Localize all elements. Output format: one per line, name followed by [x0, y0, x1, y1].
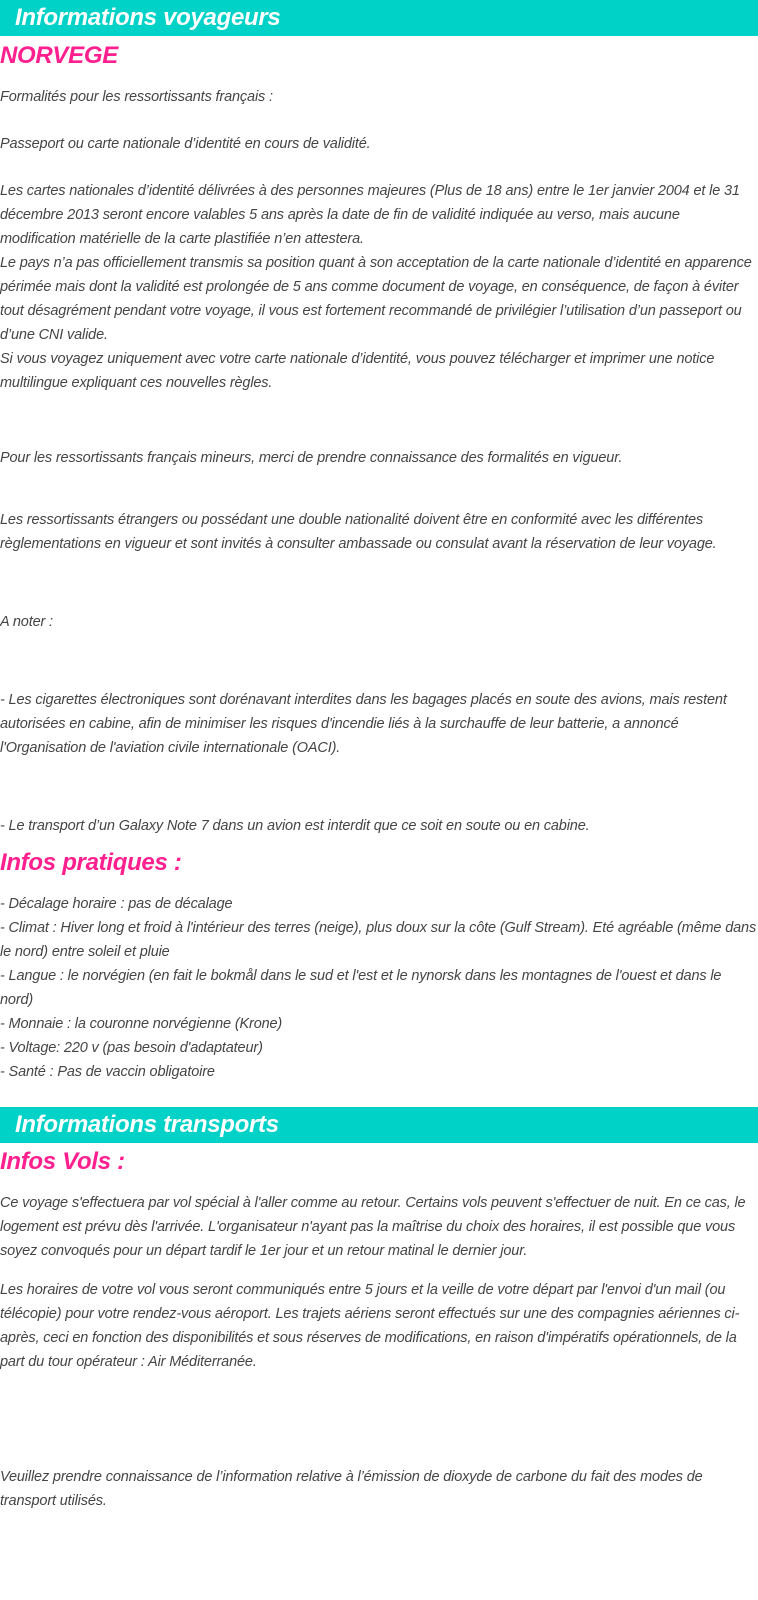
cni-validity-text: Les cartes nationales d’identité délivrées à des personnes majeures (Plus de 18 ans) entre le 1er janvier 2004 et le 31 décembre 2013 seront encore valables 5 ans après la date de fin de validité indiquée au verso, mais aucune modification matérielle de la carte plastifiée n’en attestera.: [0, 183, 740, 247]
infos-vols-title: Infos Vols :: [0, 1148, 125, 1175]
section-banner-voyageurs: Informations voyageurs: [0, 0, 758, 36]
list-item-climat: - Climat : Hiver long et froid à l'intérieur des terres (neige), plus doux sur la côte (Gulf Stream). Eté agréable (même dans le nord) entre soleil et pluie: [0, 920, 757, 960]
section-banner-transports: Informations transports: [0, 1107, 758, 1143]
formalites-intro: Formalités pour les ressortissants français :: [0, 89, 273, 105]
a-noter-label: A noter :: [0, 614, 53, 630]
co2-paragraph: Veuillez prendre connaissance de l’information relative à l’émission de dioxyde de carbone du fait des modes de transport utilisés.: [0, 1469, 703, 1509]
cni-notice-text: Si vous voyagez uniquement avec votre carte nationale d’identité, vous pouvez télécharger et imprimer une notice multilingue expliquant ces nouvelles règles.: [0, 351, 715, 391]
cigarettes-paragraph: - Les cigarettes électroniques sont dorénavant interdites dans les bagages placés en soute des avions, mais restent autorisées en cabine, afin de minimiser les risques d'incendie liés à la surchauffe de leur batterie, a annoncé l'Organisation de l'aviation civile internationale (OACI).: [0, 692, 727, 756]
country-title: NORVEGE: [0, 42, 118, 69]
list-item-decalage: - Décalage horaire : pas de décalage: [0, 896, 233, 912]
cni-acceptance-text: Le pays n’a pas officiellement transmis sa position quant à son acceptation de la carte nationale d’identité en apparence périmée mais dont la validité est prolongée de 5 ans comme document de voyage, en conséquence, de façon à éviter tout désagrément pendant votre voyage, il vous est fortement recommandé de privilégier l’utilisation d’un passeport ou d’une CNI valide.: [0, 255, 752, 343]
list-item-monnaie: - Monnaie : la couronne norvégienne (Krone): [0, 1016, 283, 1032]
etrangers-paragraph: Les ressortissants étrangers ou possédant une double nationalité doivent être en conformité avec les différentes règlementations en vigueur et sont invités à consulter ambassade ou consulat avant la réservation de leur voyage.: [0, 512, 717, 552]
infos-pratiques-list: [0, 892, 758, 1084]
cni-paragraph: [0, 179, 758, 395]
galaxy-paragraph: - Le transport d’un Galaxy Note 7 dans un avion est interdit que ce soit en soute ou en cabine.: [0, 818, 590, 834]
mineurs-paragraph: Pour les ressortissants français mineurs, merci de prendre connaissance des formalités en vigueur.: [0, 450, 623, 466]
list-item-langue: - Langue : le norvégien (en fait le bokmål dans le sud et l'est et le nynorsk dans les montagnes de l'ouest et dans le nord): [0, 968, 722, 1008]
list-item-voltage: - Voltage: 220 v (pas besoin d'adaptateur): [0, 1040, 263, 1056]
horaires-paragraph: Les horaires de votre vol vous seront communiqués entre 5 jours et la veille de votre départ par l'envoi d'un mail (ou télécopie) pour votre rendez-vous aéroport. Les trajets aériens seront effectués sur une des compagnies aériennes ci-après, ceci en fonction des disponibilités et sous réserves de modifications, en raison d'impératifs opérationnels, de la part du tour opérateur : Air Méditerranée.: [0, 1282, 740, 1370]
infos-pratiques-title: Infos pratiques :: [0, 849, 182, 876]
passeport-paragraph: Passeport ou carte nationale d’identité en cours de validité.: [0, 136, 371, 152]
vol-special-paragraph: Ce voyage s'effectuera par vol spécial à l'aller comme au retour. Certains vols peuvent s'effectuer de nuit. En ce cas, le logement est prévu dès l'arrivée. L'organisateur n'ayant pas la maîtrise du choix des horaires, il est possible que vous soyez convoqués pour un départ tardif le 1er jour et un retour matinal le dernier jour.: [0, 1195, 746, 1259]
list-item-sante: - Santé : Pas de vaccin obligatoire: [0, 1064, 215, 1080]
